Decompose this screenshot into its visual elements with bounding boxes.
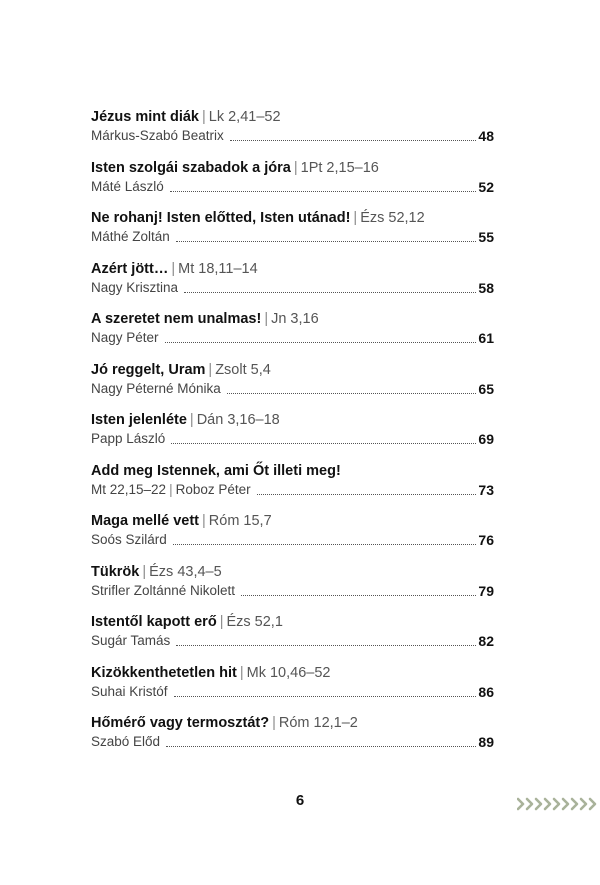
entry-scripture-ref: Mk 10,46–52 (246, 664, 331, 681)
entry-author: Szabó Előd (91, 734, 161, 749)
entry-author: Soós Szilárd (91, 532, 167, 547)
entry-author-line (91, 228, 494, 246)
entry-scripture-ref: Ézs 52,12 (360, 210, 425, 226)
entry-title-line (91, 158, 494, 178)
entry-separator: | (189, 412, 194, 428)
entry-title-line (91, 511, 494, 531)
entry-title-line (91, 562, 494, 582)
toc-entry (91, 309, 494, 360)
dot-leader (230, 140, 477, 141)
chevron-right-icon (554, 799, 559, 809)
entry-author: Nagy Krisztina (91, 279, 179, 295)
entry-page-number: 73 (478, 481, 494, 498)
entry-title: Tükrök (91, 563, 140, 580)
entry-title: A szeretet nem unalmas! (91, 311, 262, 327)
entry-scripture-ref: Ézs 43,4–5 (149, 563, 222, 580)
toc-entry (91, 511, 494, 562)
entry-page-number: 89 (478, 734, 494, 750)
entry-author-line (91, 531, 494, 549)
entry-author: Máté László (91, 178, 164, 194)
entry-page-number: 86 (478, 683, 494, 700)
entry-page-number: 79 (478, 582, 494, 599)
table-of-contents (91, 107, 494, 764)
entry-page-number: 61 (478, 330, 494, 346)
entry-author: Nagy Péter (91, 330, 159, 345)
entry-author-line (91, 380, 494, 398)
entry-scripture-ref: Róm 12,1–2 (278, 715, 358, 731)
entry-page-number: 48 (478, 128, 494, 144)
dot-leader (165, 342, 477, 343)
entry-title: Jézus mint diák (91, 109, 199, 125)
chevron-right-icon (581, 799, 586, 809)
entry-title-line (91, 663, 494, 683)
entry-author-line (91, 279, 494, 297)
entry-author-line (91, 481, 494, 499)
entry-title-line (91, 461, 494, 481)
entry-scripture-ref: Mt 18,11–14 (178, 260, 258, 277)
entry-title-line (91, 713, 494, 733)
entry-title-line (91, 208, 494, 228)
entry-separator: | (293, 159, 298, 176)
entry-separator: | (264, 311, 269, 327)
entry-author-line (91, 582, 494, 600)
entry-scripture-ref: Róm 15,7 (208, 513, 272, 529)
entry-author: Strifler Zoltánné Nikolett (91, 582, 236, 598)
entry-page-number: 69 (478, 431, 494, 447)
chevron-right-icon (563, 799, 568, 809)
entry-scripture-ref: Lk 2,41–52 (208, 109, 281, 125)
toc-entry (91, 410, 494, 461)
entry-author: Suhai Kristóf (91, 683, 168, 699)
dot-leader (227, 393, 477, 394)
entry-separator: | (353, 210, 358, 226)
entry-title: Add meg Istennek, ami Őt illeti meg! (91, 462, 341, 479)
dot-leader (170, 191, 477, 192)
dot-leader (176, 645, 476, 646)
toc-entry (91, 612, 494, 663)
entry-scripture-ref: Dán 3,16–18 (196, 412, 280, 428)
entry-scripture-ref: 1Pt 2,15–16 (300, 159, 379, 176)
toc-entry (91, 259, 494, 310)
page-number: 6 (295, 792, 305, 809)
entry-title-line (91, 360, 494, 380)
toc-entry (91, 158, 494, 209)
entry-title: Isten jelenléte (91, 412, 187, 428)
chevron-right-icon (545, 799, 550, 809)
entry-title-line (91, 612, 494, 632)
entry-author-line (91, 127, 494, 145)
entry-author-line (91, 733, 494, 751)
entry-page-number: 55 (478, 229, 494, 245)
entry-title-line (91, 259, 494, 279)
entry-title: Ne rohanj! Isten előtted, Isten utánad! (91, 210, 351, 226)
entry-title-line (91, 309, 494, 329)
dot-leader (174, 696, 477, 697)
entry-page-number: 76 (478, 532, 494, 548)
entry-separator: | (208, 361, 213, 378)
entry-separator: | (142, 563, 147, 580)
entry-scripture-ref: Ézs 52,1 (226, 614, 283, 630)
entry-separator: | (171, 260, 176, 277)
toc-entry (91, 663, 494, 714)
chevron-right-icon (572, 799, 577, 809)
entry-author: Papp László (91, 431, 166, 446)
chevron-right-icon (518, 799, 523, 809)
entry-scripture-ref: Jn 3,16 (271, 311, 319, 327)
entry-title: Kizökkenthetetlen hit (91, 664, 237, 681)
entry-page-number: 65 (478, 380, 494, 397)
entry-title-line (91, 410, 494, 430)
toc-entry (91, 461, 494, 512)
entry-title: Isten szolgái szabadok a jóra (91, 159, 291, 176)
dot-leader (176, 241, 477, 242)
toc-entry (91, 208, 494, 259)
entry-separator: | (239, 664, 244, 681)
entry-title: Jó reggelt, Uram (91, 361, 206, 378)
toc-entry (91, 107, 494, 158)
entry-author-line (91, 632, 494, 650)
entry-separator: | (201, 109, 206, 125)
entry-title: Maga mellé vett (91, 513, 199, 529)
entry-page-number: 58 (478, 279, 494, 296)
dot-leader (166, 746, 476, 747)
entry-author: Márkus-Szabó Beatrix (91, 128, 224, 143)
chevron-decoration (517, 797, 600, 811)
toc-entry (91, 360, 494, 411)
entry-author (91, 481, 251, 499)
entry-author-line (91, 329, 494, 347)
entry-scripture-ref: Mt 22,15–22 (91, 481, 167, 497)
toc-entry (91, 562, 494, 613)
dot-leader (241, 595, 476, 596)
entry-separator: | (219, 614, 224, 630)
entry-author: Nagy Péterné Mónika (91, 380, 221, 396)
entry-scripture-ref: Zsolt 5,4 (215, 361, 271, 378)
entry-separator: | (169, 481, 173, 497)
dot-leader (171, 443, 476, 444)
entry-author-line (91, 683, 494, 701)
entry-title: Azért jött… (91, 260, 169, 277)
chevron-right-icon (527, 799, 532, 809)
entry-page-number: 52 (478, 178, 494, 195)
entry-title: Hőmérő vagy termosztát? (91, 715, 270, 731)
dot-leader (184, 292, 476, 293)
entry-separator: | (272, 715, 276, 731)
entry-author-line (91, 178, 494, 196)
toc-entry (91, 713, 494, 764)
dot-leader (173, 544, 477, 545)
entry-author: Máthé Zoltán (91, 229, 170, 244)
entry-author-line (91, 430, 494, 448)
entry-author-name: Roboz Péter (175, 481, 251, 497)
dot-leader (257, 494, 477, 495)
entry-title: Istentől kapott erő (91, 614, 217, 630)
chevron-right-icon (536, 799, 541, 809)
entry-title-line (91, 107, 494, 127)
entry-separator: | (202, 513, 206, 529)
entry-page-number: 82 (478, 633, 494, 649)
entry-author: Sugár Tamás (91, 633, 171, 648)
chevron-right-icon (590, 799, 595, 809)
